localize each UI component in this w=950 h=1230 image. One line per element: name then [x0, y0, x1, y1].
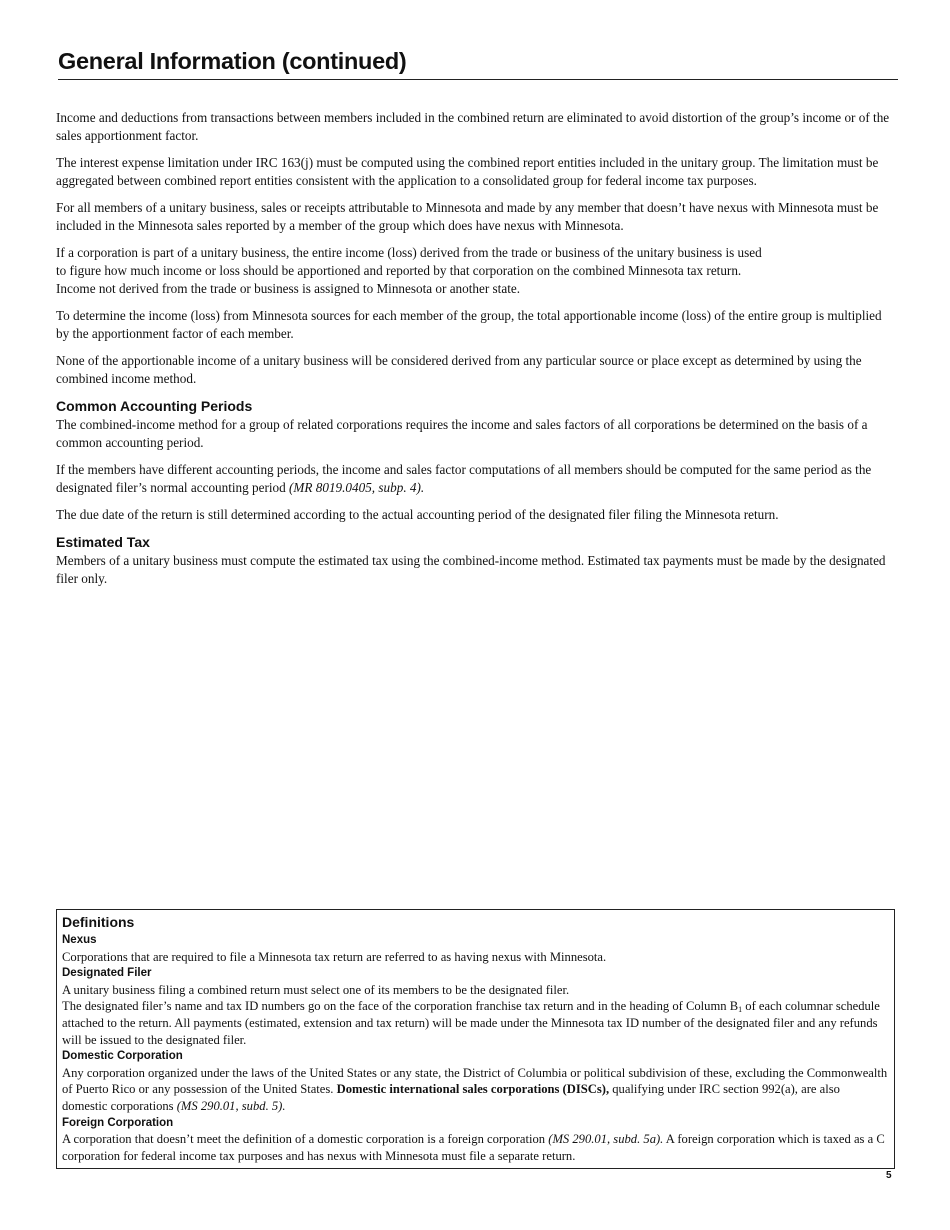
citation-ms-5: (MS 290.01, subd. 5).: [176, 1098, 286, 1113]
definitions-heading: Definitions: [62, 914, 135, 930]
foreign-text-b: A foreign corporation which is taxed as a C corporation for federal income tax purposes and has nexus with Minnesota must file a separate return.: [62, 1132, 885, 1163]
heading-common-accounting: Common Accounting Periods: [56, 398, 253, 414]
page-title: General Information (continued): [58, 48, 898, 80]
designated-filer-text-b: of each columnar schedule attached to the return. All payments (estimated, extension and tax return) will be made under the Minnesota tax ID number of the designated filer and any refunds will be issued to the designated filer.: [62, 999, 880, 1047]
definition-designated-filer-2: [62, 998, 888, 1048]
foreign-text-a: A corporation that doesn’t meet the definition of a domestic corporation is a foreign corporation: [62, 1132, 549, 1147]
definition-nexus: Corporations that are required to file a Minnesota tax return are referred to as having nexus with Minnesota.: [62, 949, 607, 964]
paragraph-due-date: The due date of the return is still determined according to the actual accounting period of the designated filer filing the Minnesota return.: [56, 507, 779, 522]
domestic-text-b: qualifying under IRC section 992(a), are also domestic corporations: [62, 1082, 840, 1113]
paragraph-interest-limitation: The interest expense limitation under IRC 163(j) must be computed using the combined report entities included in the unitary group. The limitation must be aggregated between combined report entities consistent with the application to a consolidated group for federal income tax purposes.: [56, 155, 879, 188]
disc-bold: Domestic international sales corporations (DISCs),: [336, 1082, 610, 1097]
paragraph-estimated-tax: Members of a unitary business must compute the estimated tax using the combined-income method. Estimated tax payments must be made by the designated filer only.: [56, 553, 886, 586]
term-designated-filer: Designated Filer: [62, 967, 152, 980]
designated-filer-text-a: The designated filer’s name and tax ID numbers go on the face of the corporation franchise tax return and in the heading of Column B: [62, 999, 739, 1014]
unitary-line-3: Income not derived from the trade or business is assigned to Minnesota or another state.: [56, 281, 521, 296]
paragraph-minnesota-sources: To determine the income (loss) from Minnesota sources for each member of the group, the total apportionable income (loss) of the entire group is multiplied by the apportionment factor of each member.: [56, 308, 882, 341]
domestic-text-a: Any corporation organized under the laws of the United States or any state, the District of Columbia or political subdivision of these, excluding the Commonwealth of Puerto Rico or any possession of the United States.: [62, 1065, 888, 1097]
citation-mr: (MR 8019.0405, subp. 4).: [289, 480, 425, 495]
main-content: [56, 109, 898, 597]
paragraph-sales-nexus: For all members of a unitary business, sales or receipts attributable to Minnesota and made by any member that doesn’t have nexus with Minnesota must be included in the Minnesota sales reported by a member of the group which does have nexus with Minnesota.: [56, 200, 879, 233]
unitary-line-2: to figure how much income or loss should be apportioned and reported by that corporation on the combined Minnesota tax return.: [56, 263, 742, 278]
definition-domestic-corporation: [62, 1065, 888, 1115]
term-nexus: Nexus: [62, 934, 97, 946]
citation-ms-5a: (MS 290.01, subd. 5a).: [548, 1132, 664, 1147]
different-periods-text: If the members have different accounting periods, the income and sales factor computations of all members should be computed for the same period as the designated filer’s normal accounting period: [56, 462, 872, 495]
term-domestic-corporation: Domestic Corporation: [62, 1050, 183, 1063]
definition-foreign-corporation: [62, 1131, 888, 1164]
column-subscript: 1: [738, 1005, 743, 1015]
definition-designated-filer-1: A unitary business filing a combined return must select one of its members to be the designated filer.: [62, 982, 570, 997]
page-number: 5: [886, 1170, 892, 1181]
term-foreign-corporation: Foreign Corporation: [62, 1116, 174, 1129]
unitary-line-1: If a corporation is part of a unitary business, the entire income (loss) derived from the trade or business of the unitary business is used: [56, 245, 762, 260]
heading-estimated-tax: Estimated Tax: [56, 534, 150, 550]
paragraph-apportionable-income: None of the apportionable income of a unitary business will be considered derived from any particular source or place except as determined by using the combined income method.: [56, 353, 862, 386]
paragraph-common-period: The combined-income method for a group of related corporations requires the income and sales factors of all corporations be determined on the basis of a common accounting period.: [56, 417, 868, 450]
definitions-box: [56, 909, 895, 1169]
paragraph-unitary-income: [56, 244, 898, 298]
paragraph-different-periods: [56, 461, 898, 497]
paragraph-eliminations: Income and deductions from transactions between members included in the combined return are eliminated to avoid distortion of the group’s income or of the sales apportionment factor.: [56, 110, 890, 143]
